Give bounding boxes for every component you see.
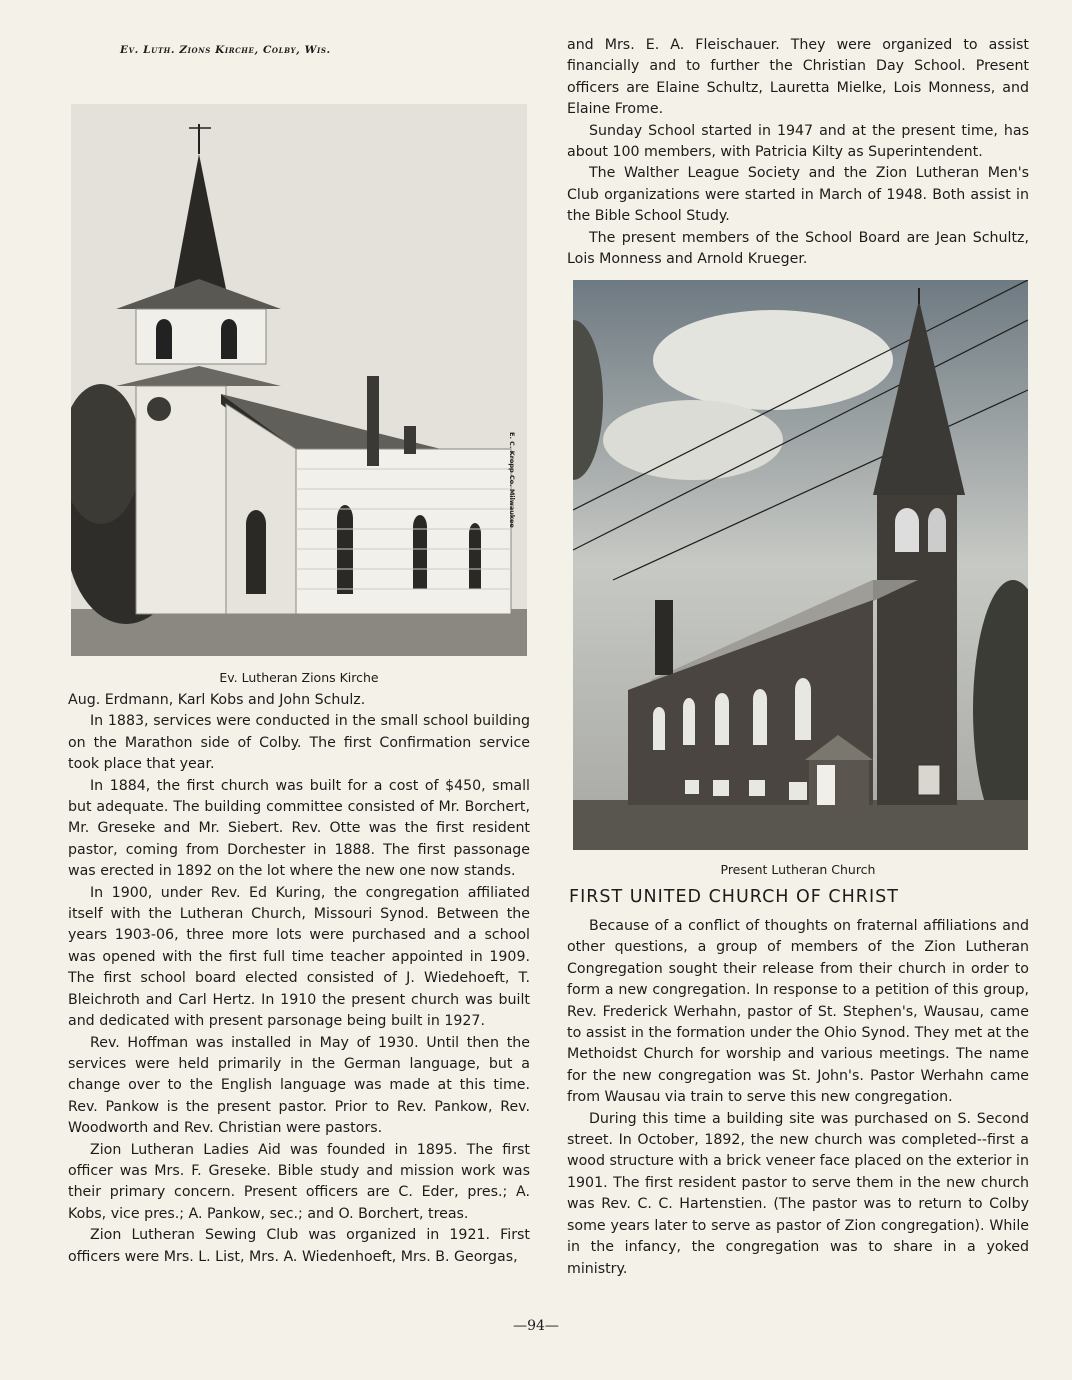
present-church-photo bbox=[573, 280, 1028, 850]
page-number: —94— bbox=[513, 1318, 559, 1334]
right-section-text-block bbox=[567, 916, 1029, 1280]
paragraph: The present members of the School Board are Jean Schultz, Lois Monness and Arnold Krueger. bbox=[567, 229, 1029, 268]
present-church-illustration bbox=[573, 280, 1028, 850]
paragraph: Aug. Erdmann, Karl Kobs and John Schulz. bbox=[68, 692, 366, 708]
old-church-caption: Ev. Lutheran Zions Kirche bbox=[219, 670, 379, 685]
paragraph: Rev. Hoffman was installed in May of 1930. Until then the services were held primarily in the German language, but a change over to the English language was made at this time. Rev. Pankow is the present pastor. Prior to Rev. Pankow, Rev. Woodworth and Rev. Christian were pastors. bbox=[68, 1034, 530, 1137]
old-church-photo bbox=[71, 104, 527, 656]
paragraph: In 1883, services were conducted in the small school building on the Marathon side of Colby. The first Confirmation service took place that year. bbox=[68, 713, 530, 773]
paragraph: In 1884, the first church was built for a cost of $450, small but adequate. The building committee consisted of Mr. Borchert, Mr. Greseke and Mr. Siebert. Rev. Otte was the first resident pastor, coming from Dorchester in 1888. The first passonage was erected in 1892 on the lot where the new one now stands. bbox=[68, 777, 530, 880]
old-church-illustration bbox=[71, 104, 527, 656]
left-text-block bbox=[68, 690, 530, 1268]
paragraph: and Mrs. E. A. Fleischauer. They were organized to assist financially and to further the Christian Day School. Present officers are Elaine Schultz, Lauretta Mielke, Lois Monness, and Elaine Frome. bbox=[567, 37, 1029, 118]
paragraph: Sunday School started in 1947 and at the present time, has about 100 members, with Patricia Kilty as Superintendent. bbox=[567, 122, 1029, 161]
paragraph: Zion Lutheran Sewing Club was organized in 1921. First officers were Mrs. L. List, Mrs. A. Wiedenhoeft, Mrs. B. Georgas, bbox=[68, 1227, 530, 1265]
photo-title: Ev. Luth. Zions Kirche, Colby, Wis. bbox=[120, 44, 331, 56]
paragraph: During this time a building site was purchased on S. Second street. In October, 1892, the new church was completed--first a wood structure with a brick veneer face placed on the exterior in 1901. The first resident pastor to serve them in the new church was Rev. C. C. Hartenstien. (The pastor was to return to Colby some years later to serve as pastor of Zion congregation). While in the infancy, the congregation was to share in a yoked ministry. bbox=[567, 1110, 1029, 1277]
paragraph: Zion Lutheran Ladies Aid was founded in 1895. The first officer was Mrs. F. Greseke. Bible study and mission work was their primary concern. Present officers are C. Eder, pres.; A. Kobs, vice pres.; A. Pankow, sec.; and O. Borchert, treas. bbox=[68, 1141, 530, 1222]
photo-imprint: E. C. Kropp Co. Milwaukee bbox=[508, 432, 516, 528]
section-title: FIRST UNITED CHURCH OF CHRIST bbox=[569, 887, 899, 907]
paragraph: Because of a conflict of thoughts on fraternal affiliations and other questions, a group of members of the Zion Lutheran Congregation sought their release from their church in order to form a new congregation. In response to a petition of this group, Rev. Frederick Werhahn, pastor of St. Stephen's, Wausau, came to assist in the formation under the Ohio Synod. They met at the Methoidst Church for worship and various meetings. The name for the new congregation was St. John's. Pastor Werhahn came from Wausau via train to serve this new congregation. bbox=[567, 918, 1029, 1106]
paragraph: In 1900, under Rev. Ed Kuring, the congregation affiliated itself with the Lutheran Church, Missouri Synod. Between the years 1903-06, three more lots were purchased and a school was opened with the first full time teacher appointed in 1909. The first school board elected consisted of J. Wiedehoeft, T. Bleichroth and Carl Hertz. In 1910 the present church was built and dedicated with present parsonage being built in 1927. bbox=[68, 884, 530, 1030]
right-top-text-block bbox=[567, 35, 1029, 270]
present-church-caption: Present Lutheran Church bbox=[720, 862, 876, 877]
paragraph: The Walther League Society and the Zion Lutheran Men's Club organizations were started in March of 1948. Both assist in the Bible School Study. bbox=[567, 165, 1029, 225]
